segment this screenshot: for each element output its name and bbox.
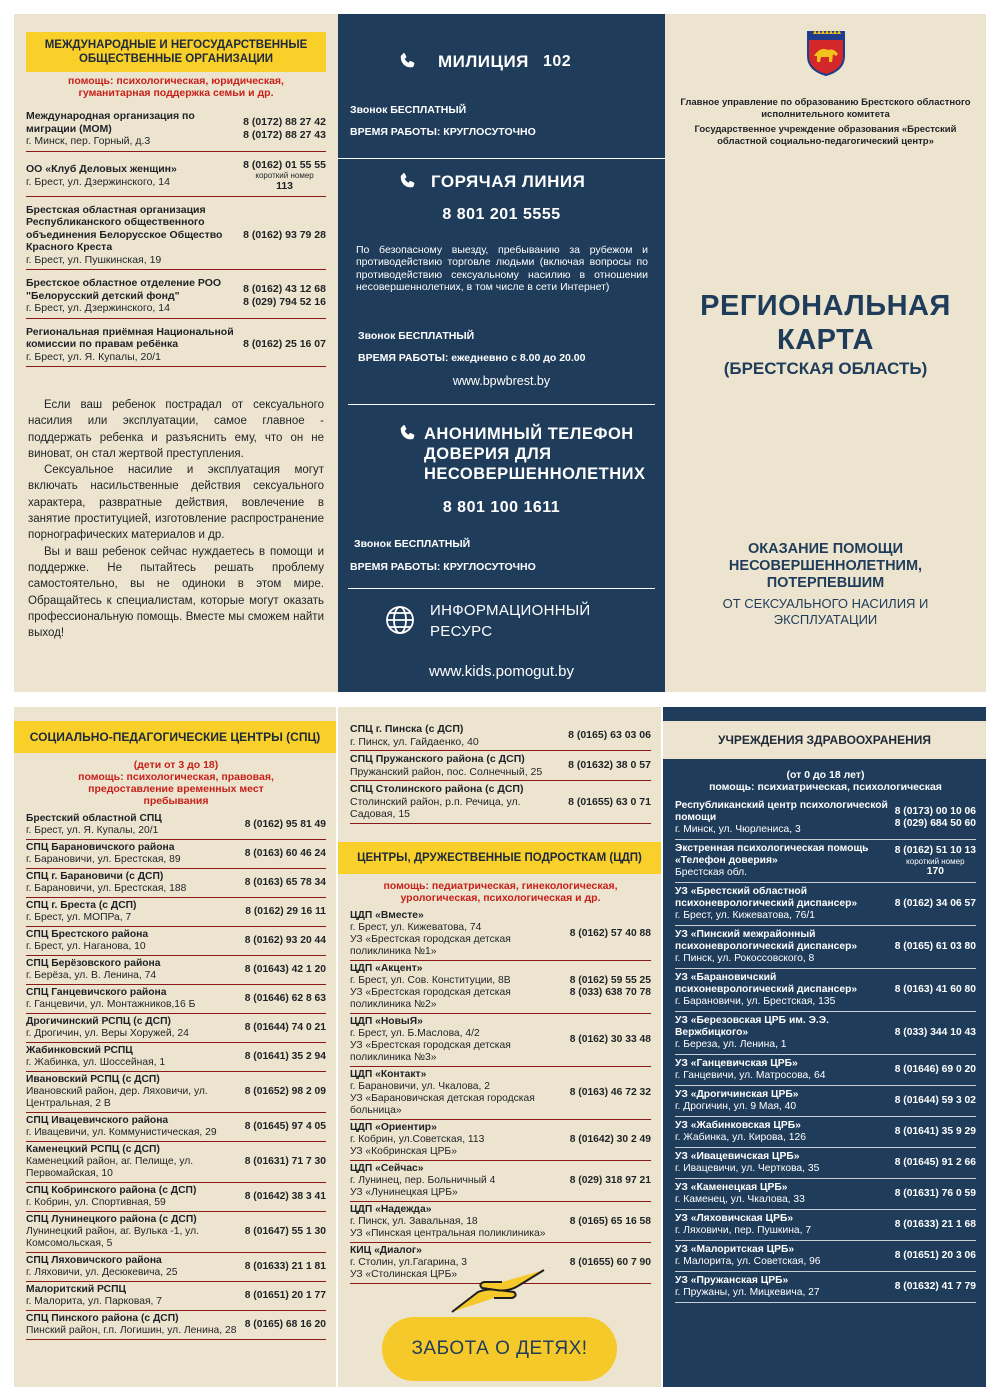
- spc-entry: [350, 751, 651, 781]
- panel-ngo: [14, 14, 338, 692]
- org-address: г. Дрогичин, ул. 9 Мая, 40: [675, 1101, 797, 1112]
- health-ages: (от 0 до 18 лет): [786, 769, 865, 781]
- panel-cover: [665, 14, 986, 692]
- phone-number[interactable]: 8 (01641) 35 2 94: [244, 1051, 326, 1062]
- org-name: Брестский областной СПЦ: [26, 813, 162, 824]
- health-entry: [675, 883, 976, 926]
- org-address: г. Брест, ул. Пушкинская, 19: [26, 253, 162, 266]
- org-name: УЗ «Ляховичская ЦРБ»: [675, 1213, 794, 1224]
- panel-hotlines: [338, 14, 665, 692]
- org-name: Ивановский РСПЦ (с ДСП): [26, 1074, 160, 1085]
- panel-spc: [14, 707, 336, 1387]
- phone-icon: [398, 422, 418, 444]
- spc-entry: [26, 956, 326, 985]
- org-name: СПЦ г. Бреста (с ДСП): [26, 900, 137, 911]
- org-name: СПЦ Ивацевичского района: [26, 1115, 169, 1126]
- cdp-entry: [350, 1161, 651, 1202]
- intro-paragraph-1: Если ваш ребенок пострадал от сексуального насилия или эксплуатации, самое главное - поддержать ребенка и разъяснить ему, что он не виноват, он стал жертвой преступления.: [28, 399, 324, 460]
- phone-number[interactable]: 8 (0162) 34 06 57: [894, 898, 976, 909]
- police-label: МИЛИЦИЯ: [438, 52, 529, 71]
- org-name: Экстренная психологическая помощь «Телефон доверия»: [675, 843, 869, 866]
- health-entry: [675, 1179, 976, 1210]
- hotline-number[interactable]: 8 801 201 5555: [442, 206, 561, 223]
- hotline-hours: ВРЕМЯ РАБОТЫ: ежедневно с 8.00 до 20.00: [358, 352, 586, 364]
- phone-number[interactable]: 8 (01651) 20 3 06: [894, 1250, 976, 1261]
- cover-subtitle: (БРЕСТСКАЯ ОБЛАСТЬ): [723, 359, 928, 378]
- phone-number[interactable]: 8 (0173) 00 10 06 8 (029) 684 50 60: [894, 806, 976, 829]
- org-address: г. Брест, ул. Я. Купалы, 20/1: [26, 350, 161, 363]
- org-address: г. Брест, ул. Сов. Конституции, 8В УЗ «Брестская городская детская поликлиника №2»: [350, 974, 511, 1010]
- org-address: Каменецкий район, аг. Пелище, ул. Первомайская, 10: [26, 1156, 194, 1179]
- phone-number[interactable]: 8 (0162) 25 16 07: [243, 338, 326, 350]
- phone-number[interactable]: 8 (0162) 01 55 55: [243, 158, 326, 171]
- info-resource-label: ИНФОРМАЦИОННЫЙ РЕСУРС: [430, 602, 591, 640]
- phone-number[interactable]: 8 (01632) 38 0 57: [568, 759, 651, 772]
- org-name: УЗ «Каменецкая ЦРБ»: [675, 1182, 788, 1193]
- hotline-website-link[interactable]: www.bpwbrest.by: [452, 374, 551, 388]
- org-name: СПЦ Столинского района (с ДСП): [350, 783, 524, 795]
- health-entry: [675, 797, 976, 840]
- org-address: Пружанский район, пос. Солнечный, 25: [350, 765, 543, 778]
- org-name: Дрогичинский РСПЦ (с ДСП): [26, 1016, 171, 1027]
- phone-number[interactable]: 8 (01641) 35 9 29: [894, 1126, 976, 1137]
- anonymous-line-number[interactable]: 8 801 100 1611: [442, 499, 561, 516]
- org-address: г. Берёза, ул. В. Ленина, 74: [26, 970, 157, 981]
- org-name: СПЦ Пружанского района (с ДСП): [350, 753, 525, 765]
- health-entry: [675, 1241, 976, 1272]
- org-ministry: Главное управление по образованию Брестского областного исполнительного комитета: [680, 97, 971, 120]
- cdp-entry: [350, 961, 651, 1014]
- health-entry: [675, 840, 976, 883]
- org-center: Государственное учреждение образования «Брестский областной социально-педагогический центр»: [694, 124, 957, 147]
- phone-number[interactable]: 8 (0162) 93 79 28: [243, 228, 326, 241]
- spc-entry: [26, 1253, 326, 1282]
- org-address: г. Кобрин, ул.Советская, 113 УЗ «Кобринская ЦРБ»: [350, 1133, 485, 1157]
- org-address: г. Пинск, ул. Гайдаенко, 40: [350, 735, 479, 748]
- panel-health: [663, 707, 986, 1387]
- cdp-entry: [350, 1067, 651, 1120]
- org-address: г. Брест, ул. Наганова, 10: [26, 941, 146, 952]
- spc-entry: [26, 1183, 326, 1212]
- org-address: г. Барановичи, ул. Чкалова, 2 УЗ «Барановичская детская городская больница»: [350, 1080, 535, 1116]
- phone-number[interactable]: 8 (01651) 20 1 77: [244, 1290, 326, 1301]
- cdp-list: [350, 908, 651, 1284]
- phone-number[interactable]: 8 (0162) 59 55 25 8 (033) 638 70 78: [569, 974, 651, 998]
- org-name: СПЦ Ляховичского района: [26, 1255, 162, 1266]
- org-address: Ивановский район, дер. Ляховичи, ул. Центральная, 2 В: [26, 1086, 208, 1109]
- org-address: г. Ганцевичи, ул. Матросова, 64: [675, 1070, 826, 1081]
- short-number-note: короткий номер: [255, 171, 314, 180]
- slogan-button: ЗАБОТА О ДЕТЯХ!: [382, 1317, 617, 1381]
- phone-number[interactable]: 8 (0162) 43 12 68 8 (029) 794 52 16: [243, 283, 326, 308]
- org-name: Республиканский центр психологической помощи: [675, 800, 888, 823]
- phone-number[interactable]: 8 (0162) 93 20 44: [244, 935, 326, 946]
- spc-entry: [26, 1311, 326, 1340]
- org-name: УЗ «Барановичский психоневрологический диспансер»: [675, 972, 858, 995]
- phone-number[interactable]: 8 (01655) 60 7 90: [569, 1256, 651, 1268]
- health-entry: [675, 926, 976, 969]
- org-address: г. Брест, ул. Я. Купалы, 20/1: [26, 825, 159, 836]
- health-entry: [675, 1012, 976, 1055]
- org-address: г. Пинск, ул. Завальная, 18 УЗ «Пинская центральная поликлиника»: [350, 1215, 546, 1239]
- cdp-entry: [350, 1120, 651, 1161]
- org-name: УЗ «Малоритская ЦРБ»: [675, 1244, 795, 1255]
- health-entry: [675, 1055, 976, 1086]
- phone-icon: [398, 50, 418, 72]
- org-address: г. Минск, ул. Чюрлениса, 3: [675, 824, 801, 835]
- phone-number[interactable]: 8 (0165) 68 16 20: [244, 1319, 326, 1330]
- health-entry: [675, 1148, 976, 1179]
- org-name: Региональная приёмная Национальной комиссии по правам ребёнка: [26, 325, 234, 350]
- phone-number[interactable]: 8 (0165) 61 03 80: [894, 941, 976, 952]
- ngo-entry: [26, 201, 326, 271]
- phone-number[interactable]: 8 (01652) 98 2 09: [244, 1086, 326, 1097]
- spc-entry: [26, 1043, 326, 1072]
- org-address: г. Жабинка, ул. Кирова, 126: [675, 1132, 806, 1143]
- org-address: г. Столин, ул.Гагарина, 3 УЗ «Столинская ЦРБ»: [350, 1256, 468, 1280]
- org-name: УЗ «Брестский областной психоневрологический диспансер»: [675, 886, 858, 909]
- org-address: г. Минск, пер. Горный, д.3: [26, 135, 151, 147]
- org-name: УЗ «Пружанская ЦРБ»: [675, 1275, 789, 1286]
- org-name: СПЦ г. Пинска (с ДСП): [350, 723, 464, 735]
- phone-number[interactable]: 8 (01647) 55 1 30: [244, 1226, 326, 1237]
- org-name: ЦДП «Контакт»: [350, 1068, 427, 1080]
- panel-cdp: [338, 707, 661, 1387]
- phone-number[interactable]: 8 (0162) 30 33 48: [569, 1033, 651, 1045]
- spc-entry: [26, 1113, 326, 1142]
- cover-title-line-2: КАРТА: [777, 324, 874, 356]
- ngo-entry: [26, 156, 326, 197]
- cover-help-title: ОКАЗАНИЕ ПОМОЩИ НЕСОВЕРШЕННОЛЕТНИМ, ПОТЕРПЕВШИМ: [728, 541, 923, 591]
- cover-title-line-1: РЕГИОНАЛЬНАЯ: [700, 290, 951, 322]
- spc-entry: [26, 1072, 326, 1113]
- hotline-description: По безопасному выезду, пребыванию за рубежом и противодействию торговле людьми (включая вопросы по противодействию сексуальному насилию в отношении несовершеннолетних, в том числе в сети Интернет): [356, 244, 648, 293]
- spc-entry: [26, 985, 326, 1014]
- org-name: ЦДП «Акцент»: [350, 962, 423, 974]
- org-name: УЗ «Пинский межрайонный психоневрологический диспансер»: [675, 929, 858, 952]
- org-address: г. Береза, ул. Ленина, 1: [675, 1039, 787, 1050]
- org-name: УЗ «Березовская ЦРБ им. Э.Э. Вержбицкого»: [675, 1015, 829, 1038]
- anonymous-line-label: АНОНИМНЫЙ ТЕЛЕФОН ДОВЕРИЯ ДЛЯ НЕСОВЕРШЕННОЛЕТНИХ: [424, 425, 646, 483]
- org-name: ЦДП «НовыЯ»: [350, 1015, 423, 1027]
- org-address: г. Барановичи, ул. Брестская, 188: [26, 883, 187, 894]
- org-name: КИЦ «Диалог»: [350, 1244, 422, 1256]
- org-address: г. Брест, ул. Дзержинского, 14: [26, 302, 170, 314]
- police-hours: ВРЕМЯ РАБОТЫ: КРУГЛОСУТОЧНО: [350, 126, 536, 138]
- org-name: ЦДП «Сейчас»: [350, 1162, 424, 1174]
- org-address: г. Брест, ул. Дзержинского, 14: [26, 175, 170, 188]
- org-name: ЦДП «Вместе»: [350, 909, 424, 921]
- health-entry: [675, 969, 976, 1012]
- phone-number[interactable]: 8 (0172) 88 27 42 8 (0172) 88 27 43: [243, 116, 326, 141]
- org-name: СПЦ г. Барановичи (с ДСП): [26, 871, 164, 882]
- org-name: СПЦ Пинского района (с ДСП): [26, 1313, 179, 1324]
- org-name: Брестская областная организация Республиканского общественного объединения Белорусское Общество Красного Креста: [26, 203, 223, 253]
- phone-icon: [398, 170, 418, 192]
- phone-number[interactable]: 8 (0162) 51 10 13: [894, 844, 976, 856]
- phone-number[interactable]: 8 (01631) 76 0 59: [894, 1188, 976, 1199]
- intro-paragraph-3: Вы и ваш ребенок сейчас нуждаетесь в помощи и поддержке. Не пытайтесь решать проблему самостоятельно, вы не одиноки в этом мире. Обращайтесь к специалистам, которые могут оказать профессиональную помощь. Вместе мы сможем найти выход!: [28, 545, 324, 640]
- org-address: Столинский район, р.п. Речица, ул. Садовая, 15: [350, 795, 521, 820]
- cdp-entry: [350, 1014, 651, 1067]
- org-name: СПЦ Лунинецкого района (с ДСП): [26, 1214, 197, 1225]
- org-name: ОО «Клуб Деловых женщин»: [26, 163, 177, 175]
- phone-number[interactable]: 8 (01642) 30 2 49: [569, 1133, 651, 1145]
- phone-number[interactable]: 8 (01633) 21 1 81: [244, 1261, 326, 1272]
- org-name: Международная организация по миграции (МОМ): [26, 110, 195, 135]
- org-address: г. Брест, ул. Кижеватова, 76/1: [675, 910, 815, 921]
- phone-number[interactable]: 8 (01644) 74 0 21: [244, 1022, 326, 1033]
- short-number-note: короткий номер: [906, 856, 965, 866]
- org-address: г. Жабинка, ул. Шоссейная, 1: [26, 1057, 166, 1068]
- org-address: г. Ивацевичи, ул. Черткова, 35: [675, 1163, 820, 1174]
- anonymous-hours: ВРЕМЯ РАБОТЫ: КРУГЛОСУТОЧНО: [350, 561, 536, 573]
- anonymous-free: Звонок БЕСПЛАТНЫЙ: [354, 538, 471, 550]
- health-entry: [675, 1117, 976, 1148]
- org-address: г. Ивацевичи, ул. Коммунистическая, 29: [26, 1127, 217, 1138]
- org-address: г. Лунинец, пер. Больничный 4 УЗ «Лунинецкая ЦРБ»: [350, 1174, 496, 1198]
- org-name: СПЦ Кобринского района (с ДСП): [26, 1185, 197, 1196]
- spc-help-text: помощь: психологическая, правовая, предоставление временных мест пребывания: [78, 771, 274, 807]
- hotline-label: ГОРЯЧАЯ ЛИНИЯ: [431, 172, 586, 191]
- globe-icon: [384, 604, 416, 641]
- spc-ages: (дети от 3 до 18): [133, 759, 219, 771]
- spc-entry: [350, 721, 651, 751]
- spc-entry: [26, 869, 326, 898]
- phone-number[interactable]: 8 (0163) 65 78 34: [244, 877, 326, 888]
- section-header-ngo: МЕЖДУНАРОДНЫЕ И НЕГОСУДАРСТВЕННЫЕ ОБЩЕСТВЕННЫЕ ОРГАНИЗАЦИИ: [26, 32, 326, 72]
- short-number[interactable]: 113: [276, 180, 294, 192]
- ngo-entry: [26, 274, 326, 319]
- phone-number[interactable]: 8 (01655) 63 0 71: [568, 795, 651, 808]
- org-address: Пинский район, г.п. Логишин, ул. Ленина, 28: [26, 1325, 237, 1336]
- health-list: [675, 797, 976, 1303]
- phone-number[interactable]: 8 (033) 344 10 43: [894, 1027, 976, 1038]
- health-entry: [675, 1272, 976, 1303]
- org-address: г. Малорита, ул. Советская, 96: [675, 1256, 821, 1267]
- spc-entry: [26, 1282, 326, 1311]
- phone-number[interactable]: 8 (0163) 60 46 24: [244, 848, 326, 859]
- spc-list-continued: [350, 721, 651, 824]
- org-name: УЗ «Жабинковская ЦРБ»: [675, 1120, 801, 1131]
- org-name: Малоритский РСПЦ: [26, 1284, 127, 1295]
- health-entry: [675, 1210, 976, 1241]
- hotline-free: Звонок БЕСПЛАТНЫЙ: [358, 330, 475, 342]
- org-name: СПЦ Брестского района: [26, 929, 149, 940]
- spc-entry: [26, 898, 326, 927]
- phone-number[interactable]: 8 (0162) 29 16 11: [245, 906, 326, 917]
- org-address: г. Брест, ул. Кижеватова, 74 УЗ «Брестская городская детская поликлиника №1»: [350, 921, 511, 957]
- org-address: г. Брест, ул. МОПРа, 7: [26, 912, 132, 923]
- phone-number[interactable]: 8 (01646) 69 0 20: [894, 1064, 976, 1075]
- org-address: г. Барановичи, ул. Брестская, 135: [675, 996, 836, 1007]
- org-name: УЗ «Дрогичинская ЦРБ»: [675, 1089, 799, 1100]
- org-name: СПЦ Берёзовского района: [26, 958, 161, 969]
- caring-hands-icon: [448, 1262, 548, 1325]
- phone-number[interactable]: 8 (01631) 71 7 30: [244, 1156, 326, 1167]
- org-address: г. Пинск, ул. Рокоссовского, 8: [675, 953, 815, 964]
- health-help-text: помощь: психиатрическая, психологическая: [709, 781, 942, 793]
- org-name: ЦДП «Ориентир»: [350, 1121, 437, 1133]
- org-name: ЦДП «Надежда»: [350, 1203, 432, 1215]
- phone-number[interactable]: 8 (01642) 38 3 41: [244, 1191, 326, 1202]
- coat-of-arms-icon: [805, 26, 847, 81]
- org-address: Лунинецкий район, аг. Вулька -1, ул. Комсомольская, 5: [26, 1226, 199, 1249]
- ngo-entry: [26, 323, 326, 368]
- spc-entry: [26, 1142, 326, 1183]
- org-address: г. Ганцевичи, ул. Монтажников,16 Б: [26, 999, 196, 1010]
- org-address: г. Ляховичи, пер. Пушкина, 7: [675, 1225, 812, 1236]
- org-name: Каменецкий РСПЦ (с ДСП): [26, 1144, 160, 1155]
- section-header-cdp: ЦЕНТРЫ, ДРУЖЕСТВЕННЫЕ ПОДРОСТКАМ (ЦДП): [338, 842, 661, 874]
- section-header-health: УЧРЕЖДЕНИЯ ЗДРАВООХРАНЕНИЯ: [663, 721, 986, 759]
- health-entry: [675, 1086, 976, 1117]
- spc-entry: [350, 781, 651, 824]
- org-address: Брестская обл.: [675, 867, 748, 878]
- phone-number[interactable]: 8 (0165) 63 03 06: [568, 729, 651, 742]
- short-number[interactable]: 170: [926, 865, 944, 877]
- org-address: г. Брест, ул. Б.Маслова, 4/2 УЗ «Брестская городская детская поликлиника №3»: [350, 1027, 511, 1063]
- phone-number[interactable]: 8 (01645) 91 2 66: [894, 1157, 976, 1168]
- phone-number[interactable]: 8 (01645) 97 4 05: [244, 1121, 326, 1132]
- phone-number[interactable]: 8 (01643) 42 1 20: [244, 964, 326, 975]
- phone-number[interactable]: 8 (01633) 21 1 68: [894, 1219, 976, 1230]
- org-name: УЗ «Ивацевичская ЦРБ»: [675, 1151, 800, 1162]
- org-address: г. Ляховичи, ул. Десюкевича, 25: [26, 1267, 178, 1278]
- org-address: г. Малорита, ул. Парковая, 7: [26, 1296, 162, 1307]
- org-name: УЗ «Ганцевичская ЦРБ»: [675, 1058, 798, 1069]
- divider: [348, 588, 655, 589]
- spc-entry: [26, 840, 326, 869]
- org-name: Жабинковский РСПЦ: [26, 1045, 133, 1056]
- phone-number[interactable]: 8 (01632) 41 7 79: [894, 1281, 976, 1292]
- org-address: г. Кобрин, ул. Спортивная, 59: [26, 1197, 166, 1208]
- cdp-entry: [350, 908, 651, 961]
- org-name: СПЦ Ганцевичского района: [26, 987, 167, 998]
- org-name: Брестское областное отделение РОО "Белорусский детский фонд": [26, 277, 222, 302]
- phone-number[interactable]: 8 (01644) 59 3 02: [894, 1095, 976, 1106]
- police-free: Звонок БЕСПЛАТНЫЙ: [350, 104, 467, 116]
- org-address: г. Каменец, ул. Чкалова, 33: [675, 1194, 805, 1205]
- org-address: г. Пружаны, ул. Мицкевича, 27: [675, 1287, 820, 1298]
- phone-number[interactable]: 8 (0165) 65 16 58: [569, 1215, 651, 1227]
- spc-list: [26, 811, 326, 1340]
- phone-number[interactable]: 8 (01646) 62 8 63: [244, 993, 326, 1004]
- ngo-entry: [26, 107, 326, 152]
- spc-entry: [26, 1014, 326, 1043]
- intro-paragraph-2: Сексуальное насилие и эксплуатация могут включать насильственные действия сексуального характера, развратные действия, вовлечение в занятие проституцией, изготовление распространение порнографических материалов и др.: [28, 464, 324, 542]
- ngo-help-text: помощь: психологическая, юридическая, гуманитарная поддержка семьи и др.: [68, 75, 284, 99]
- spc-entry: [26, 927, 326, 956]
- divider: [338, 158, 665, 159]
- section-header-spc: СОЦИАЛЬНО-ПЕДАГОГИЧЕСКИЕ ЦЕНТРЫ (СПЦ): [14, 721, 336, 753]
- phone-number[interactable]: 8 (0163) 41 60 80: [894, 984, 976, 995]
- phone-number[interactable]: 8 (029) 318 97 21: [569, 1174, 651, 1186]
- org-name: СПЦ Барановичского района: [26, 842, 175, 853]
- phone-number[interactable]: 8 (0163) 46 72 32: [569, 1086, 651, 1098]
- ngo-list: [26, 107, 326, 367]
- info-website-link[interactable]: www.kids.pomogut.by: [428, 663, 575, 680]
- cover-help-subtitle: ОТ СЕКСУАЛЬНОГО НАСИЛИЯ И ЭКСПЛУАТАЦИИ: [722, 596, 929, 627]
- phone-number[interactable]: 8 (0162) 95 81 49: [244, 819, 326, 830]
- divider: [348, 404, 655, 405]
- org-address: г. Дрогичин, ул. Веры Хоружей, 24: [26, 1028, 189, 1039]
- phone-number[interactable]: 8 (0162) 57 40 88: [569, 927, 651, 939]
- cdp-entry: [350, 1202, 651, 1243]
- police-number[interactable]: 102: [543, 53, 572, 70]
- spc-entry: [26, 1212, 326, 1253]
- org-address: г. Барановичи, ул. Брестская, 89: [26, 854, 181, 865]
- spc-entry: [26, 811, 326, 840]
- cdp-help-text: помощь: педиатрическая, гинекологическая, урологическая, психологическая и др.: [383, 879, 618, 904]
